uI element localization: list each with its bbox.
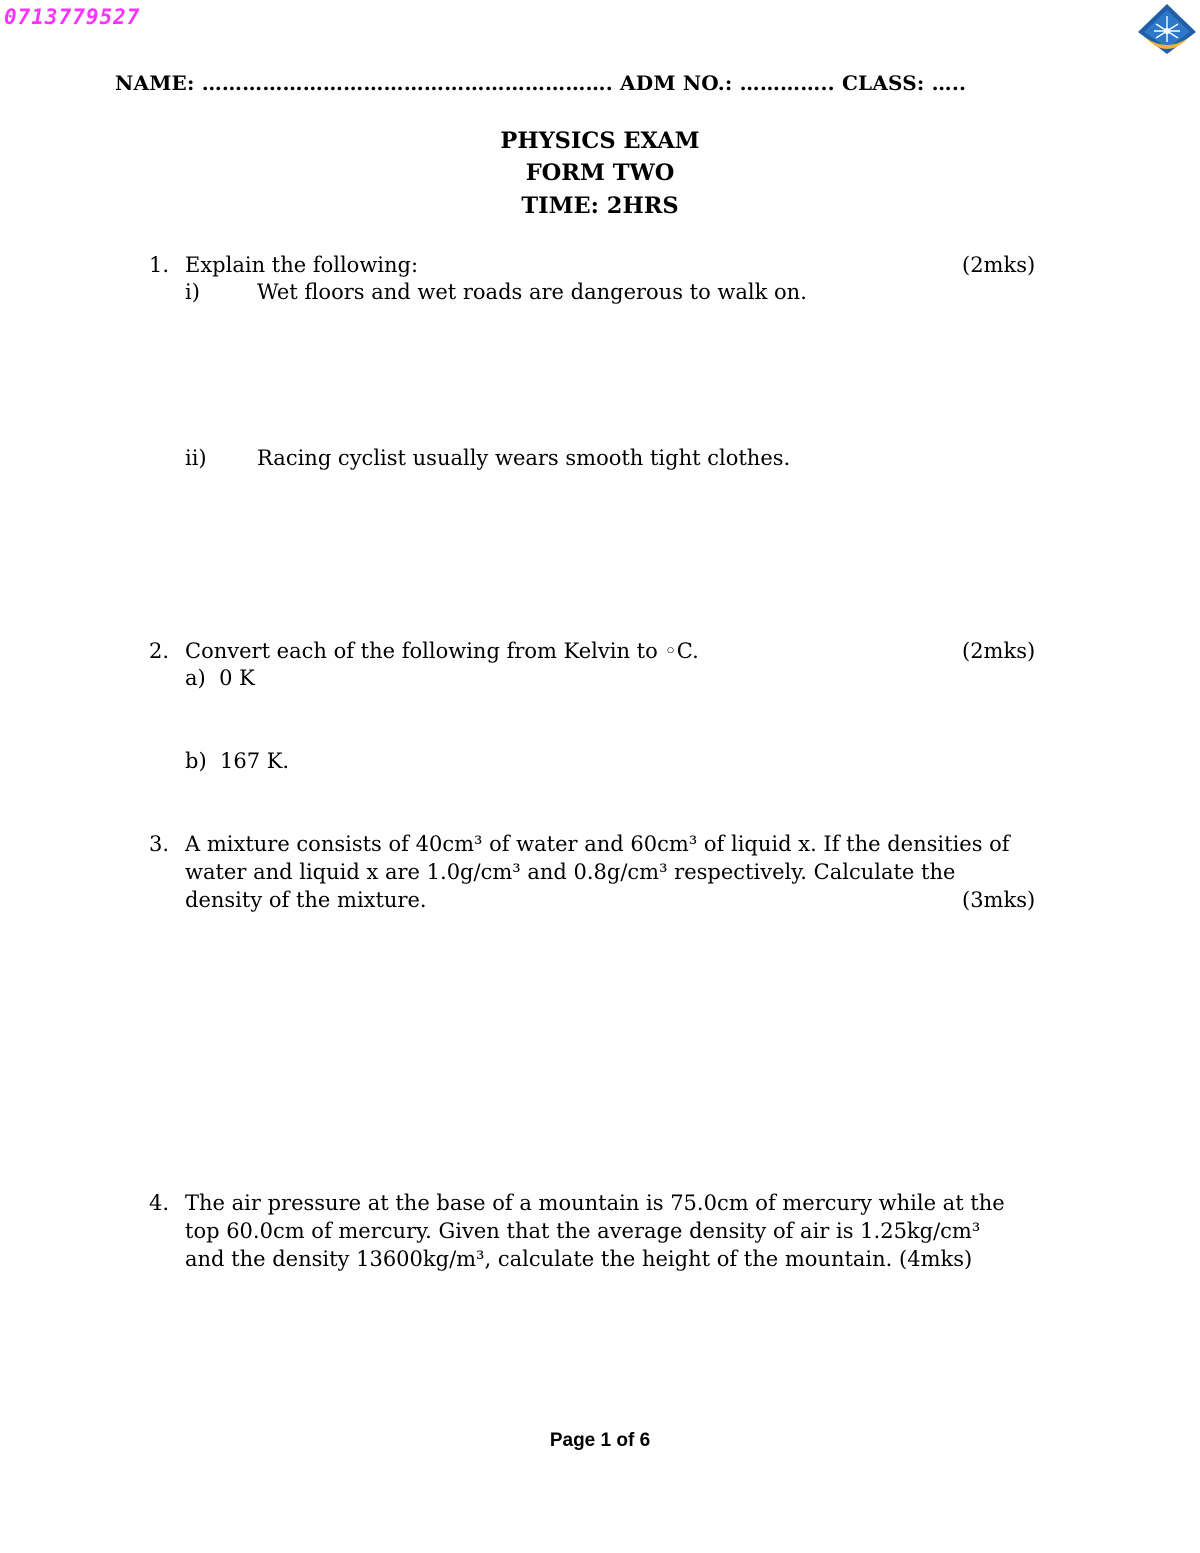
question-1-part-i-label: i) — [185, 280, 200, 304]
exam-form: FORM TWO — [525, 160, 675, 186]
question-2-text: Convert each of the following from Kelvin to ◦C. — [185, 639, 699, 663]
question-1-part-ii-label: ii) — [185, 446, 207, 470]
student-details-line: NAME: ……………………………………………………. ADM NO.: ………….. CLASS: ….. — [115, 71, 967, 95]
question-3-text — [185, 830, 1080, 914]
question-1-part-ii-text: Racing cyclist usually wears smooth tight clothes. — [257, 446, 791, 470]
question-1-part-i-text: Wet floors and wet roads are dangerous to walk on. — [257, 280, 807, 304]
question-4-line-3: and the density 13600kg/m³, calculate the height of the mountain. (4mks) — [185, 1247, 973, 1271]
question-2-marks: (2mks) — [962, 639, 1036, 663]
question-3-line-2: water and liquid x are 1.0g/cm³ and 0.8g/cm³ respectively. Calculate the — [185, 860, 956, 884]
question-2-number: 2. — [149, 639, 170, 663]
question-1-number: 1. — [149, 253, 170, 277]
diamond-star-logo-icon — [1134, 2, 1200, 56]
question-1-marks: (2mks) — [962, 253, 1036, 277]
question-1-text: Explain the following: — [185, 253, 419, 277]
question-2-part-a: a) 0 K — [185, 666, 255, 690]
watermark-phone-number: 0713779527 — [4, 5, 141, 29]
page-number: Page 1 of 6 — [549, 1430, 651, 1451]
question-3-line-3: density of the mixture. — [185, 888, 427, 912]
question-3-marks: (3mks) — [962, 888, 1036, 912]
question-4-number: 4. — [149, 1191, 170, 1215]
question-3-line-1: A mixture consists of 40cm³ of water and 60cm³ of liquid x. If the densities of — [185, 832, 1010, 856]
exam-time: TIME: 2HRS — [521, 193, 679, 219]
question-4-text — [185, 1189, 1080, 1273]
question-4-line-1: The air pressure at the base of a mountain is 75.0cm of mercury while at the — [185, 1191, 1005, 1215]
exam-title: PHYSICS EXAM — [500, 128, 700, 154]
question-4-line-2: top 60.0cm of mercury. Given that the average density of air is 1.25kg/cm³ — [185, 1219, 981, 1243]
question-3-number: 3. — [149, 832, 170, 856]
question-2-part-b: b) 167 K. — [185, 749, 290, 773]
